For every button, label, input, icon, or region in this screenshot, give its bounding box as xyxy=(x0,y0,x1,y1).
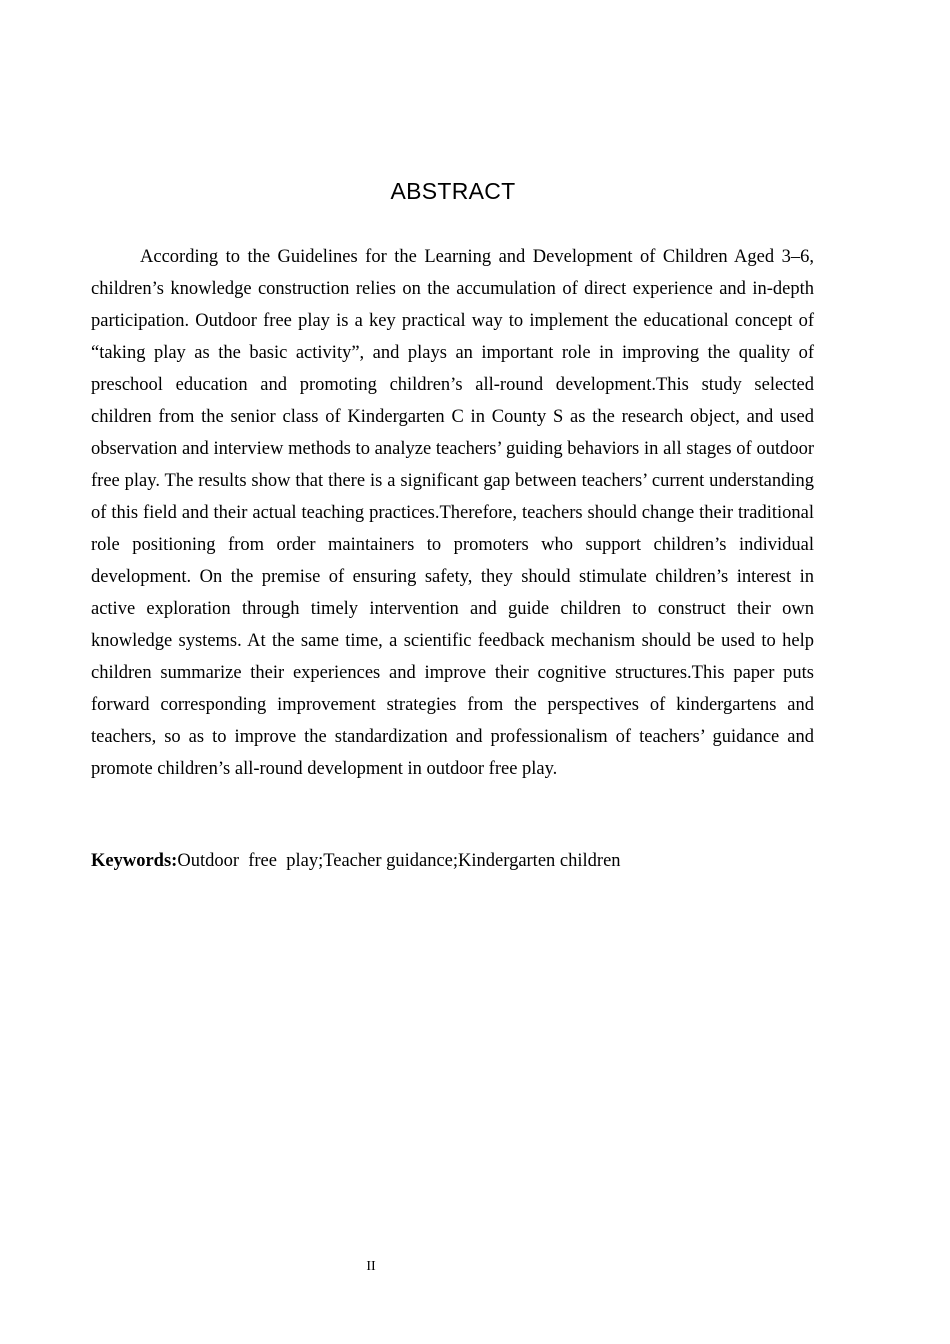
keywords-label: Keywords: xyxy=(91,851,178,871)
keywords-line xyxy=(91,845,814,877)
abstract-body: According to the Guidelines for the Learning and Development of Children Aged 3–6, children’s knowledge construction relies on the accumulation of direct experience and in-depth participation. Outdoor free play is a key practical way to implement the educational concept of “taking play as the basic activity”, and plays an important role in improving the quality of preschool education and promoting children’s all-round development.This study selected children from the senior class of Kindergarten C in County S as the research object, and used observation and interview methods to analyze teachers’ guiding behaviors in all stages of outdoor free play. The results show that there is a significant gap between teachers’ current understanding of this field and their actual teaching practices.Therefore, teachers should change their traditional role positioning from order maintainers to promoters who support children’s individual development. On the premise of ensuring safety, they should stimulate children’s interest in active exploration through timely intervention and guide children to construct their own knowledge systems. At the same time, a scientific feedback mechanism should be used to help children summarize their experiences and improve their cognitive structures.This paper puts forward corresponding improvement strategies from the perspectives of kindergartens and teachers, so as to improve the standardization and professionalism of teachers’ guidance and promote children’s all-round development in outdoor free play. xyxy=(91,247,814,779)
abstract-title: ABSTRACT xyxy=(390,178,516,204)
page-number: II xyxy=(366,1259,376,1274)
keywords-text: Outdoor free play;Teacher guidance;Kindergarten children xyxy=(177,851,621,871)
